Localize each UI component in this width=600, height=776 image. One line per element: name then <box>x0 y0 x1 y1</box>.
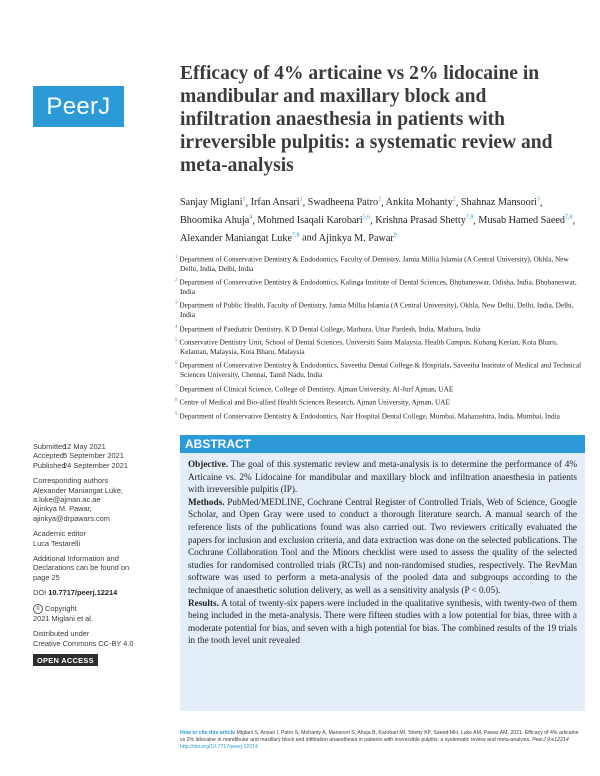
submitted-date: 12 May 2021 <box>63 442 106 451</box>
affiliation-item <box>175 299 585 320</box>
author-name-text: Shahnaz Mansoori <box>460 197 537 209</box>
additional-info-line: page 25 <box>33 572 60 582</box>
abstract-objective <box>188 458 577 496</box>
affiliation-number: 8 <box>175 398 178 404</box>
affiliation-text: Centre of Medical and Bio-allied Health Sciences Research, Ajman University, Ajman, UAE <box>179 397 450 407</box>
corresponding-block <box>33 476 163 523</box>
copyright-line: 2021 Miglani et al. <box>33 613 93 623</box>
affiliation-number: 2 <box>175 278 178 284</box>
author-name <box>478 215 572 226</box>
author-name <box>251 197 303 208</box>
corresponding-line: Ajinkya M. Pawar, <box>33 504 92 514</box>
dates-block <box>33 442 163 470</box>
editor-name: Luca Testarelli <box>33 538 81 548</box>
journal-ref: PeerJ 9:e12214 <box>532 737 569 744</box>
cite-label: How to cite this article <box>180 730 236 736</box>
abstract-heading: ABSTRACT <box>180 435 585 453</box>
author-name <box>308 197 381 208</box>
author-affiliation-marker: 1 <box>299 197 303 203</box>
affiliation-text: Department of Clinical Science, College of Dentistry, Ajman University, Al-Jurf Ajman, UAE <box>179 384 454 394</box>
editor-block <box>33 529 163 548</box>
accepted-label: Accepted <box>33 451 64 461</box>
affiliation-number: 1 <box>175 255 178 260</box>
affiliation-number: 7 <box>175 384 178 390</box>
author-name <box>180 197 246 208</box>
affiliation-list <box>175 253 585 423</box>
author-name-text: Musab Hamed Saeed <box>478 214 565 226</box>
author-name <box>180 215 252 226</box>
copyright-icon: © <box>33 604 43 614</box>
affiliation-item <box>175 410 585 421</box>
objective-label: Objective. <box>188 459 229 469</box>
author-name <box>319 233 397 244</box>
affiliation-item <box>175 383 585 394</box>
author-name <box>375 215 473 226</box>
results-text: A total of twenty-six papers were included in the qualitative synthesis, with twenty-two of them being included in the meta-analysis. There were fifteen studies with a low potential for bias, three with a moderate potential for bias, and seven with a high potential for bias. The combined results of the 19 trials in the tooth level unit revealed <box>188 597 577 646</box>
author-name-text: Bhoomika Ahuja <box>180 214 250 226</box>
affiliation-number: 4 <box>175 324 178 330</box>
author-affiliation-marker: 3 <box>536 197 540 203</box>
doi-block <box>33 588 163 597</box>
author-name-text: Ajinkya M. Pawar <box>318 232 394 244</box>
author-name-text: Swadheena Patro <box>307 197 379 209</box>
author-name <box>257 215 370 226</box>
author-affiliation-marker: 7,8 <box>292 232 300 239</box>
affiliation-item <box>175 359 585 380</box>
affiliation-number: 9 <box>175 411 178 417</box>
doi-link[interactable]: 10.7717/peerj.12214 <box>48 588 118 598</box>
author-affiliation-marker: 9 <box>393 232 397 239</box>
affiliation-item <box>175 336 585 357</box>
license-link[interactable]: Creative Commons CC-BY 4.0 <box>33 638 134 648</box>
author-name-text: Alexander Maniangat Luke <box>180 232 293 244</box>
cite-text: Miglani S, Ansari I, Patro S, Mohanty A, Mansoori S, Ahuja B, Karobari MI, Shetty KP, Saeed MH, Luke AM, Pawar AM. 2021. Efficacy of 4% articaine vs 2% lidocaine in mandibular and maxillary block and infiltration anaesthesia in patients with irreversible pulpitis: a systematic review and meta-analysis. <box>180 730 579 744</box>
affiliation-number: 3 <box>175 301 178 307</box>
author-list: Sanjay Miglani$^1$, Irfan Ansari$^1$, Swadheena Patro$^2$, Ankita Mohanty$^2$, Shahnaz Mansoori$^3$, Bhoomika Ahuja$^4$, Mohmed Isaqali Karobari$^{5,6}$, Krishna Prasad Shetty$^{7,8}$, Musab Hamed Saeed$^{7,8}$, Alexander Maniangat Luke$^{7,8}$ and Ajinkya M. Pawar$^9$ <box>180 197 576 244</box>
editor-heading: Academic editor <box>33 529 86 539</box>
additional-info-line: Additional Information and <box>33 554 119 564</box>
additional-info-block <box>33 554 163 582</box>
corresponding-email[interactable]: a.luke@ajman.ac.ae <box>33 495 101 505</box>
author-name-text: Krishna Prasad Shetty <box>375 214 466 226</box>
copyright-label: Copyright <box>45 603 77 613</box>
author-name <box>386 197 456 208</box>
license-line: Distributed under <box>33 629 90 639</box>
author-name-text: Ankita Mohanty <box>385 197 453 209</box>
submitted-label: Submitted <box>33 442 67 451</box>
methods-label: Methods. <box>188 496 225 507</box>
article-info-sidebar <box>33 442 163 672</box>
author-affiliation-marker: 2 <box>452 197 456 203</box>
objective-text: The goal of this systematic review and meta-analysis is to determine the performance of 4% Articaine vs. 2% Lidocaine for mandibular and maxillary block and infiltration anaesthesia in patients with irreversible pulpitis (IP). <box>188 459 577 495</box>
published-date: 24 September 2021 <box>63 460 128 470</box>
doi-label: DOI <box>33 588 47 598</box>
affiliation-item <box>175 253 585 274</box>
citation-footer <box>180 730 585 752</box>
abstract-methods <box>188 496 577 597</box>
affiliation-item <box>175 276 585 297</box>
methods-text: PubMed/MEDLINE, Cochrane Central Register of Controlled Trials, Web of Science, Google Scholar, and Open Gray were used to conduct a thorough literature search. A manual search of the reference lists of the publications found was also carried out. Two reviewers critically evaluated the papers for inclusion and exclusion criteria, and data extraction was done on the selected publications. The Cochrane Collaboration Tool and the Minors checklist were used to assess the quality of the selected studies for randomised controlled trials (RCTs) and non-randomised studies, respectively. The RevMan software was used to perform a meta-analysis of the pooled data and subgroups according to the technique of anaesthetic solution delivery, as well as a sensitivity analysis (P < 0.05). <box>188 496 577 595</box>
affiliation-text: Department of Public Health, Faculty of Dentistry, Jamia Millia Islamia (A Central University), Okhla, New Delhi, Delhi, India, Delhi, India <box>179 300 574 320</box>
doi-url-link[interactable]: http://doi.org/10.7717/peerj.12214 <box>180 744 258 751</box>
author-name <box>461 197 540 208</box>
author-affiliation-marker: 2 <box>378 197 382 203</box>
author-affiliation-marker: 7,8 <box>564 214 573 221</box>
affiliation-text: Department of Conservative Dentistry & Endodontics, Saveetha Dental College & Hospitals, Saveetha Institute of Medical and Technical Sciences University, Chennai, Tamil Nadu, India <box>179 360 582 380</box>
accepted-date: 5 September 2021 <box>63 451 124 461</box>
corresponding-line: Alexander Maniangat Luke, <box>33 485 123 495</box>
author-name-text: Mohmed Isaqali Karobari <box>257 214 363 226</box>
open-access-badge: OPEN ACCESS <box>33 654 98 666</box>
journal-logo: PeerJ <box>33 86 124 127</box>
affiliation-number: 6 <box>175 361 178 367</box>
corresponding-heading: Corresponding authors <box>33 476 109 486</box>
corresponding-email[interactable]: ajinkya@drpawars.com <box>33 513 110 523</box>
affiliation-text: Conservative Dentistry Unit, School of Dental Sciences, Universiti Sains Malaysia, Health Campus, Kubang Kerian, Kota Bharu, Kelantan, Malaysia, Kota Bharu, Malaysia <box>179 337 558 357</box>
affiliation-number: 5 <box>175 338 178 344</box>
affiliation-item <box>175 323 585 334</box>
author-affiliation-marker: 1 <box>242 197 246 203</box>
affiliation-text: Department of Conservative Dentistry & Endodontics, Nair Hospital Dental College, Mumbai, Maharashtra, India, Mumbai, India <box>179 411 560 421</box>
affiliation-text: Department of Paediatric Dentistry, K D Dental College, Mathura, Uttar Pardesh, India, Mathura, India <box>179 324 481 334</box>
article-title: Efficacy of 4% articaine vs 2% lidocaine in mandibular and maxillary block and infiltration anaesthesia in patients with irreversible pulpitis: a systematic review and meta-analysis <box>180 63 553 176</box>
copyright-block <box>33 604 163 623</box>
affiliation-item <box>175 396 585 407</box>
published-label: Published <box>33 460 66 470</box>
affiliation-text: Department of Conservative Dentistry & Endodontics, Kalinga Institute of Dental Sciences, Bhubaneswar, Odisha, India, Bhubaneswar, India <box>179 277 577 297</box>
author-affiliation-marker: 4 <box>249 214 253 221</box>
author-affiliation-marker: 7,8 <box>465 214 474 221</box>
author-name <box>180 233 300 244</box>
abstract-results <box>188 597 577 647</box>
abstract-body <box>180 453 585 711</box>
affiliation-text: Department of Conservative Dentistry & Endodontics, Faculty of Dentistry, Jamia Millia Islamia (A Central University), Okhla, New Delhi, India, Delhi, India <box>179 254 569 274</box>
license-block <box>33 629 163 648</box>
additional-info-line: Declarations can be found on <box>33 563 130 573</box>
results-label: Results. <box>188 597 219 608</box>
author-name-text: Sanjay Miglani <box>180 197 243 209</box>
author-name-text: Irfan Ansari <box>250 197 300 209</box>
author-affiliation-marker: 5,6 <box>362 214 371 221</box>
